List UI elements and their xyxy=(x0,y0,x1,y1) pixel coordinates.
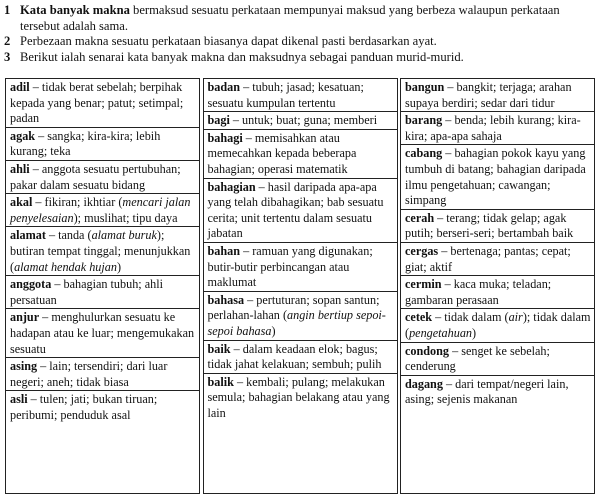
entry-example: air xyxy=(508,310,523,325)
entry-word: asing xyxy=(10,359,38,374)
entry-word: badan xyxy=(207,80,241,94)
intro-text: Perbezaan makna sesuatu perkataan biasanya dapat dikenal pasti berdasarkan ayat. xyxy=(20,34,437,49)
entry-definition: – pertuturan; sopan santun; perlahan-lahan ( xyxy=(207,292,380,323)
entry-example: pengetahuan xyxy=(409,325,473,340)
entry-example: mencari jalan penyelesaian xyxy=(10,195,191,225)
intro-section xyxy=(4,3,596,65)
entry-asli xyxy=(6,390,199,494)
entry-definition: – dari tempat/negeri lain, asing; sejenis makanan xyxy=(405,376,569,407)
entry-word: akal xyxy=(10,195,33,210)
entry-definition: – tulen; jati; bukan tiruan; peribumi; penduduk asal xyxy=(10,392,158,422)
entry-badan xyxy=(204,78,397,111)
entry-anjur xyxy=(6,308,199,357)
entry-word: bahan xyxy=(207,243,241,258)
intro-point-1 xyxy=(4,3,596,34)
word-column-3 xyxy=(400,78,595,494)
entry-definition: – tanda ( xyxy=(45,228,92,243)
entry-definition: ) xyxy=(271,323,276,338)
entry-cabang xyxy=(401,144,594,208)
word-table xyxy=(5,78,595,496)
entry-bahagi xyxy=(204,129,397,178)
entry-definition: – memisahkan atau memecahkan kepada beberapa bahagian; operasi matematik xyxy=(207,130,357,176)
entry-condong xyxy=(401,342,594,375)
entry-alamat xyxy=(6,226,199,275)
entry-example: angin bertiup sepoi-sepoi bahasa xyxy=(207,308,386,338)
entry-bangun xyxy=(401,78,594,111)
entry-definition: – bahagian pokok kayu yang tumbuh di batang; bahagian daripada ilmu pengetahuan; cawangan; simpang xyxy=(405,146,586,208)
entry-definition: – terang; tidak gelap; agak putih; berseri-seri; bertambah baik xyxy=(405,210,574,241)
entry-baik xyxy=(204,340,397,373)
entry-definition: – lain; tersendiri; dari luar negeri; aneh; tidak biasa xyxy=(10,359,168,389)
entry-word: dagang xyxy=(405,376,443,391)
entry-word: balik xyxy=(207,374,234,389)
entry-balik xyxy=(204,373,397,494)
entry-word: asli xyxy=(10,392,28,407)
entry-definition: – bahagian tubuh; ahli persatuan xyxy=(10,277,164,307)
entry-definition: – tubuh; jasad; kesatuan; sesuatu kumpulan tertentu xyxy=(207,80,364,110)
intro-number: 2 xyxy=(4,34,11,49)
entry-definition: ); butiran tempat tinggal; menunjukkan ( xyxy=(10,228,191,274)
entry-dagang xyxy=(401,375,594,494)
word-column-1 xyxy=(5,78,200,494)
intro-number: 1 xyxy=(4,3,11,17)
intro-number: 3 xyxy=(4,49,11,64)
intro-text xyxy=(20,3,596,34)
entry-bagi xyxy=(204,111,397,129)
entry-definition: – fikiran; ikhtiar ( xyxy=(32,195,123,210)
entry-cerah xyxy=(401,209,594,242)
entry-ahli xyxy=(6,160,199,193)
entry-word: bagi xyxy=(207,113,230,128)
entry-definition: – tidak dalam ( xyxy=(432,310,509,325)
entry-word: cetek xyxy=(405,310,433,325)
entry-definition: ); tidak dalam ( xyxy=(405,310,591,340)
entry-word: condong xyxy=(405,343,450,358)
entry-definition: – dalam keadaan elok; bagus; tidak jahat kelakuan; sembuh; pulih xyxy=(207,341,382,372)
entry-bahagian xyxy=(204,178,397,242)
entry-agak xyxy=(6,127,199,160)
entry-definition: – kaca muka; teladan; gambaran perasaan xyxy=(405,277,552,307)
intro-point-2 xyxy=(4,34,596,50)
word-column-2 xyxy=(203,78,398,494)
entry-anggota xyxy=(6,275,199,308)
entry-word: alamat xyxy=(10,228,46,243)
entry-word: anggota xyxy=(10,277,52,292)
entry-word: bangun xyxy=(405,80,445,94)
entry-word: ahli xyxy=(10,161,30,176)
entry-definition: – menghulurkan sesuatu ke hadapan atau ke luar; mengemukakan sesuatu xyxy=(10,310,195,356)
entry-word: cabang xyxy=(405,146,443,161)
entry-definition: – bertenaga; pantas; cepat; giat; aktif xyxy=(405,243,571,274)
entry-definition: – untuk; buat; guna; memberi xyxy=(229,113,378,128)
entry-definition: – kembali; pulang; melakukan semula; bahagian belakang atau yang lain xyxy=(207,374,390,420)
entry-word: bahasa xyxy=(207,292,245,307)
entry-cetek xyxy=(401,308,594,341)
entry-definition: – tidak berat sebelah; berpihak kepada yang benar; patut; setimpal; padan xyxy=(10,80,184,126)
intro-text: Berikut ialah senarai kata banyak makna dan maksudnya sebagai panduan murid-murid. xyxy=(20,49,464,64)
entry-bahasa xyxy=(204,291,397,340)
entry-adil xyxy=(6,78,199,127)
entry-asing xyxy=(6,357,199,390)
entry-word: agak xyxy=(10,128,36,143)
entry-definition: – ramuan yang digunakan; butir-butir perbincangan atau maklumat xyxy=(207,243,373,290)
entry-definition: ) xyxy=(472,325,477,340)
entry-definition: – anggota sesuatu pertubuhan; pakar dalam sesuatu bidang xyxy=(10,161,181,192)
entry-word: cermin xyxy=(405,277,442,292)
entry-example: alamat buruk xyxy=(91,228,157,243)
entry-definition: – sangka; kira-kira; lebih kurang; teka xyxy=(10,128,161,159)
entry-definition: – senget ke sebelah; cenderung xyxy=(405,343,550,374)
entry-cergas xyxy=(401,242,594,275)
intro-rest: bermaksud sesuatu perkataan mempunyai maksud yang berbeza walaupun perkataan tersebut adalah sama. xyxy=(20,3,560,33)
intro-point-3 xyxy=(4,50,596,66)
entry-definition: – benda; lebih kurang; kira-kira; apa-apa sahaja xyxy=(405,113,581,143)
entry-word: adil xyxy=(10,80,30,94)
entry-cermin xyxy=(401,275,594,308)
entry-akal xyxy=(6,193,199,226)
entry-definition: ); muslihat; tipu daya xyxy=(73,210,178,225)
entry-word: anjur xyxy=(10,310,40,325)
entry-bahan xyxy=(204,242,397,291)
intro-bold: Kata banyak makna xyxy=(20,3,130,17)
entry-definition: ) xyxy=(116,259,122,274)
entry-word: bahagi xyxy=(207,130,243,145)
entry-word: barang xyxy=(405,113,443,128)
entry-word: baik xyxy=(207,341,231,356)
entry-word: cerah xyxy=(405,210,435,225)
entry-example: alamat hendak hujan xyxy=(14,259,117,274)
entry-barang xyxy=(401,111,594,144)
entry-word: cergas xyxy=(405,243,439,258)
entry-definition: – hasil daripada apa-apa yang telah dibahagikan; bab sesuatu cerita; unit tertentu dalam sesuatu jabatan xyxy=(207,179,384,241)
entry-definition: – bangkit; terjaga; arahan supaya berdiri; sedar dari tidur xyxy=(405,80,572,110)
entry-word: bahagian xyxy=(207,179,256,194)
